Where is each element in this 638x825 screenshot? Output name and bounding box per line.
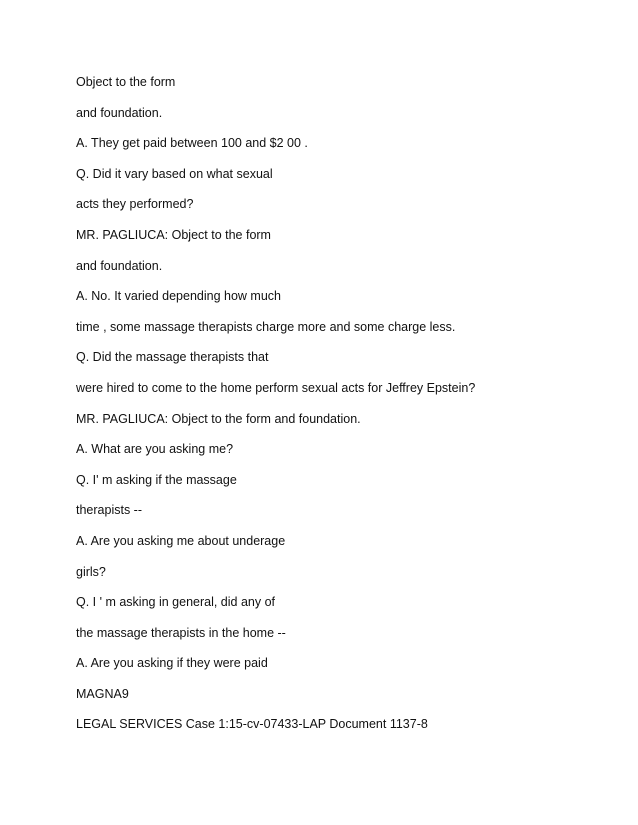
transcript-line: Object to the form [76,75,176,89]
transcript-line: therapists -- [76,503,142,518]
transcript-line: MR. PAGLIUCA: Object to the form [76,227,271,242]
transcript-line: and foundation. [76,105,163,120]
transcript-line: Q. I' m asking if the massage [76,472,237,487]
transcript-line: MR. PAGLIUCA: Object to the form and foundation. [76,411,361,426]
footer-line: LEGAL SERVICES Case 1:15-cv-07433-LAP Document 1137-8 [76,717,428,732]
transcript-line: girls? [76,564,106,579]
transcript-line: A. What are you asking me? [76,442,234,457]
transcript-line: Q. Did the massage therapists that [76,350,269,365]
transcript-text [76,74,616,747]
footer-line: MAGNA9 [76,686,129,701]
transcript-line: A. Are you asking if they were paid [76,656,268,671]
transcript-line: and foundation. [76,258,163,273]
transcript-line: Q. Did it vary based on what sexual [76,166,273,181]
transcript-line: time , some massage therapists charge more and some charge less. [76,319,456,334]
transcript-line: Q. I ' m asking in general, did any of [76,595,276,610]
transcript-line: acts they performed? [76,197,194,212]
transcript-line: the massage therapists in the home -- [76,625,286,640]
transcript-line: A. No. It varied depending how much [76,289,281,304]
transcript-line: were hired to come to the home perform sexual acts for Jeffrey Epstein? [76,380,476,395]
transcript-line: A. They get paid between 100 and $2 00 . [76,136,308,151]
transcript-line: A. Are you asking me about underage [76,533,286,548]
